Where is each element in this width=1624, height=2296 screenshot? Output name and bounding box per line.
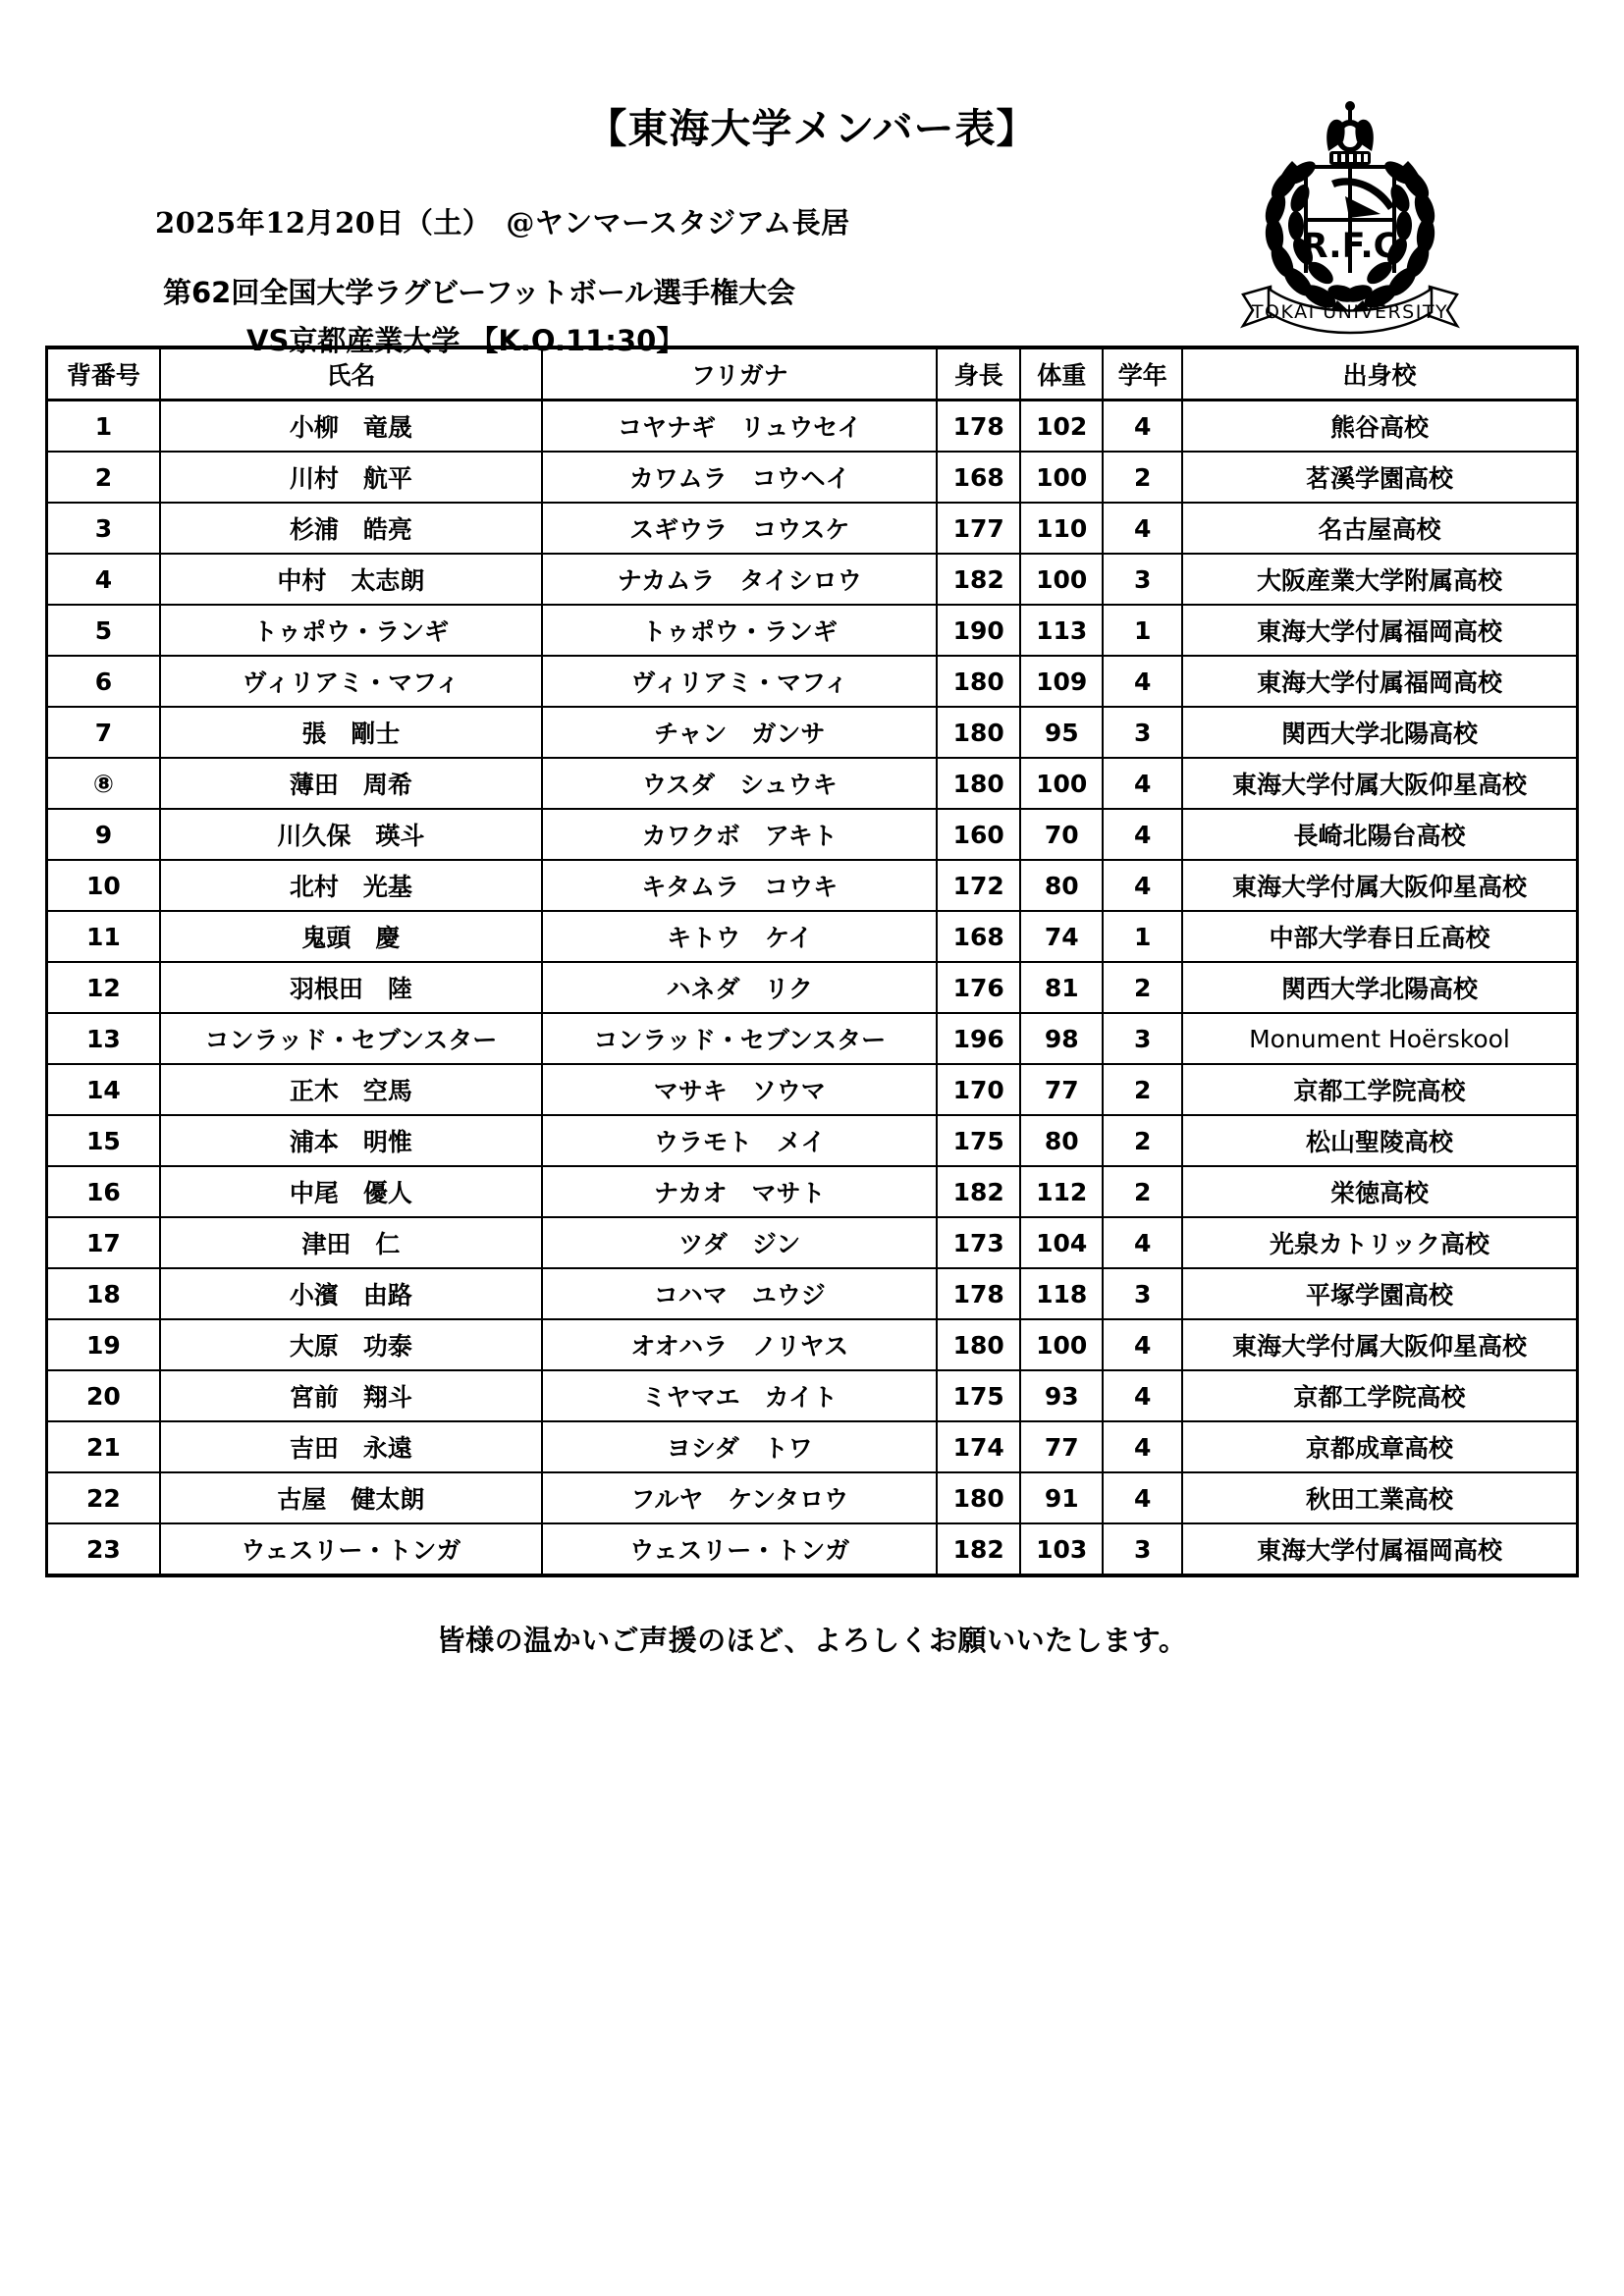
cell-school: Monument Hoërskool <box>1182 1013 1578 1064</box>
tokai-rfc-emblem <box>1227 90 1473 336</box>
cell-jersey-number: 20 <box>47 1370 160 1421</box>
cell-player-name: 北村 光基 <box>160 860 542 911</box>
table-row <box>47 1217 1578 1268</box>
cell-height: 170 <box>937 1064 1020 1115</box>
cell-player-name: 中尾 優人 <box>160 1166 542 1217</box>
cell-height: 180 <box>937 1472 1020 1523</box>
cell-player-kana: キトウ ケイ <box>542 911 937 962</box>
cell-height: 182 <box>937 554 1020 605</box>
cell-player-kana: フルヤ ケンタロウ <box>542 1472 937 1523</box>
cell-jersey-number: 12 <box>47 962 160 1013</box>
cell-player-name: トゥポウ・ランギ <box>160 605 542 656</box>
cell-player-name: 大原 功泰 <box>160 1319 542 1370</box>
cell-school: 東海大学付属大阪仰星高校 <box>1182 860 1578 911</box>
cell-jersey-number: 22 <box>47 1472 160 1523</box>
cell-weight: 98 <box>1020 1013 1104 1064</box>
cell-weight: 113 <box>1020 605 1104 656</box>
cell-school: 関西大学北陽高校 <box>1182 962 1578 1013</box>
cell-jersey-number: 1 <box>47 400 160 453</box>
cell-year: 4 <box>1103 758 1181 809</box>
cell-weight: 100 <box>1020 554 1104 605</box>
cell-weight: 100 <box>1020 1319 1104 1370</box>
cell-jersey-number: 2 <box>47 452 160 503</box>
cell-player-name: 川久保 瑛斗 <box>160 809 542 860</box>
cell-player-name: 宮前 翔斗 <box>160 1370 542 1421</box>
cell-height: 175 <box>937 1115 1020 1166</box>
cell-player-kana: ヨシダ トワ <box>542 1421 937 1472</box>
cell-player-kana: コハマ ユウジ <box>542 1268 937 1319</box>
cell-height: 168 <box>937 911 1020 962</box>
cell-jersey-number: ⑧ <box>47 758 160 809</box>
cell-weight: 74 <box>1020 911 1104 962</box>
cell-weight: 95 <box>1020 707 1104 758</box>
cell-year: 4 <box>1103 1370 1181 1421</box>
cell-school: 関西大学北陽高校 <box>1182 707 1578 758</box>
cell-height: 172 <box>937 860 1020 911</box>
cell-player-name: 川村 航平 <box>160 452 542 503</box>
cell-jersey-number: 7 <box>47 707 160 758</box>
cell-height: 176 <box>937 962 1020 1013</box>
cell-school: 名古屋高校 <box>1182 503 1578 554</box>
cell-school: 東海大学付属福岡高校 <box>1182 605 1578 656</box>
cell-school: 秋田工業高校 <box>1182 1472 1578 1523</box>
roster-table <box>45 346 1579 1577</box>
cell-year: 4 <box>1103 1319 1181 1370</box>
cell-school: 平塚学園高校 <box>1182 1268 1578 1319</box>
cell-height: 175 <box>937 1370 1020 1421</box>
cell-player-name: コンラッド・セブンスター <box>160 1013 542 1064</box>
cell-jersey-number: 16 <box>47 1166 160 1217</box>
table-row <box>47 860 1578 911</box>
cell-weight: 77 <box>1020 1064 1104 1115</box>
supporters-message: 皆様の温かいご声援のほど、よろしくお願いいたします。 <box>436 1624 1188 1657</box>
cell-jersey-number: 11 <box>47 911 160 962</box>
cell-jersey-number: 10 <box>47 860 160 911</box>
cell-player-kana: ウェスリー・トンガ <box>542 1523 937 1575</box>
table-row <box>47 962 1578 1013</box>
table-row <box>47 605 1578 656</box>
cell-player-kana: ツダ ジン <box>542 1217 937 1268</box>
emblem-banner-text: TOKAI UNIVERSITY <box>1251 301 1449 323</box>
table-row <box>47 554 1578 605</box>
column-header-name: 氏名 <box>160 347 542 400</box>
cell-weight: 70 <box>1020 809 1104 860</box>
cell-player-name: 杉浦 皓亮 <box>160 503 542 554</box>
table-row <box>47 1268 1578 1319</box>
cell-player-kana: カワクボ アキト <box>542 809 937 860</box>
table-row <box>47 400 1578 453</box>
cell-player-name: 小濱 由路 <box>160 1268 542 1319</box>
cell-school: 東海大学付属福岡高校 <box>1182 1523 1578 1575</box>
cell-player-name: 古屋 健太朗 <box>160 1472 542 1523</box>
table-row <box>47 1166 1578 1217</box>
cell-weight: 102 <box>1020 400 1104 453</box>
table-row <box>47 1421 1578 1472</box>
emblem-shield-text: R.F.C <box>1301 227 1399 266</box>
table-row <box>47 911 1578 962</box>
cell-player-kana: マサキ ソウマ <box>542 1064 937 1115</box>
column-header-kana: フリガナ <box>542 347 937 400</box>
table-row <box>47 1013 1578 1064</box>
cell-player-name: ヴィリアミ・マフィ <box>160 656 542 707</box>
cell-year: 4 <box>1103 860 1181 911</box>
cell-height: 180 <box>937 1319 1020 1370</box>
cell-year: 4 <box>1103 809 1181 860</box>
cell-player-kana: スギウラ コウスケ <box>542 503 937 554</box>
cell-jersey-number: 4 <box>47 554 160 605</box>
table-row <box>47 1370 1578 1421</box>
cell-jersey-number: 17 <box>47 1217 160 1268</box>
cell-height: 168 <box>937 452 1020 503</box>
column-header-school: 出身校 <box>1182 347 1578 400</box>
cell-player-kana: ハネダ リク <box>542 962 937 1013</box>
cell-weight: 100 <box>1020 452 1104 503</box>
cell-jersey-number: 3 <box>47 503 160 554</box>
cell-jersey-number: 14 <box>47 1064 160 1115</box>
cell-year: 1 <box>1103 911 1181 962</box>
cell-school: 栄徳高校 <box>1182 1166 1578 1217</box>
cell-player-name: 鬼頭 慶 <box>160 911 542 962</box>
matchup-kickoff: VS京都産業大学 【K.O.11:30】 <box>246 324 685 357</box>
cell-player-name: 正木 空馬 <box>160 1064 542 1115</box>
cell-player-kana: キタムラ コウキ <box>542 860 937 911</box>
cell-weight: 110 <box>1020 503 1104 554</box>
cell-player-name: ウェスリー・トンガ <box>160 1523 542 1575</box>
cell-year: 2 <box>1103 962 1181 1013</box>
cell-year: 4 <box>1103 1421 1181 1472</box>
cell-jersey-number: 19 <box>47 1319 160 1370</box>
cell-school: 光泉カトリック高校 <box>1182 1217 1578 1268</box>
table-row <box>47 1064 1578 1115</box>
cell-jersey-number: 23 <box>47 1523 160 1575</box>
cell-player-kana: ウスダ シュウキ <box>542 758 937 809</box>
cell-player-kana: ナカムラ タイシロウ <box>542 554 937 605</box>
cell-player-kana: コンラッド・セブンスター <box>542 1013 937 1064</box>
table-row <box>47 1115 1578 1166</box>
cell-year: 3 <box>1103 1268 1181 1319</box>
cell-jersey-number: 13 <box>47 1013 160 1064</box>
cell-weight: 112 <box>1020 1166 1104 1217</box>
cell-year: 2 <box>1103 452 1181 503</box>
document-header <box>45 0 1579 357</box>
cell-player-name: 浦本 明惟 <box>160 1115 542 1166</box>
cell-height: 178 <box>937 400 1020 453</box>
cell-jersey-number: 15 <box>47 1115 160 1166</box>
cell-player-kana: カワムラ コウヘイ <box>542 452 937 503</box>
cell-year: 4 <box>1103 503 1181 554</box>
cell-height: 190 <box>937 605 1020 656</box>
cell-school: 東海大学付属大阪仰星高校 <box>1182 758 1578 809</box>
cell-weight: 104 <box>1020 1217 1104 1268</box>
cell-school: 茗溪学園高校 <box>1182 452 1578 503</box>
cell-player-name: 小柳 竜晟 <box>160 400 542 453</box>
tournament-name: 第62回全国大学ラグビーフットボール選手権大会 <box>163 276 796 309</box>
cell-player-name: 吉田 永遠 <box>160 1421 542 1472</box>
cell-year: 3 <box>1103 1523 1181 1575</box>
cell-year: 3 <box>1103 707 1181 758</box>
cell-school: 京都成章高校 <box>1182 1421 1578 1472</box>
cell-height: 177 <box>937 503 1020 554</box>
roster-table-body <box>47 400 1578 1576</box>
cell-height: 178 <box>937 1268 1020 1319</box>
table-row <box>47 1319 1578 1370</box>
cell-weight: 77 <box>1020 1421 1104 1472</box>
cell-player-kana: ナカオ マサト <box>542 1166 937 1217</box>
cell-height: 180 <box>937 656 1020 707</box>
cell-year: 2 <box>1103 1064 1181 1115</box>
cell-player-kana: コヤナギ リュウセイ <box>542 400 937 453</box>
cell-jersey-number: 18 <box>47 1268 160 1319</box>
cell-school: 東海大学付属福岡高校 <box>1182 656 1578 707</box>
cell-jersey-number: 21 <box>47 1421 160 1472</box>
cell-height: 174 <box>937 1421 1020 1472</box>
cell-height: 160 <box>937 809 1020 860</box>
date-venue-line: 2025年12月20日（土） @ヤンマースタジアム長居 <box>155 206 850 240</box>
cell-player-kana: ヴィリアミ・マフィ <box>542 656 937 707</box>
cell-year: 2 <box>1103 1115 1181 1166</box>
cell-weight: 103 <box>1020 1523 1104 1575</box>
cell-player-name: 薄田 周希 <box>160 758 542 809</box>
cell-weight: 80 <box>1020 860 1104 911</box>
table-row <box>47 503 1578 554</box>
cell-school: 東海大学付属大阪仰星高校 <box>1182 1319 1578 1370</box>
cell-weight: 91 <box>1020 1472 1104 1523</box>
table-row <box>47 809 1578 860</box>
cell-school: 中部大学春日丘高校 <box>1182 911 1578 962</box>
cell-school: 大阪産業大学附属高校 <box>1182 554 1578 605</box>
cell-weight: 109 <box>1020 656 1104 707</box>
cell-weight: 93 <box>1020 1370 1104 1421</box>
cell-height: 180 <box>937 758 1020 809</box>
cell-height: 173 <box>937 1217 1020 1268</box>
table-row <box>47 758 1578 809</box>
cell-player-kana: トゥポウ・ランギ <box>542 605 937 656</box>
cell-year: 3 <box>1103 554 1181 605</box>
cell-weight: 81 <box>1020 962 1104 1013</box>
cell-jersey-number: 9 <box>47 809 160 860</box>
cell-player-kana: オオハラ ノリヤス <box>542 1319 937 1370</box>
cell-height: 180 <box>937 707 1020 758</box>
cell-year: 4 <box>1103 1472 1181 1523</box>
cell-height: 196 <box>937 1013 1020 1064</box>
table-row <box>47 707 1578 758</box>
cell-year: 2 <box>1103 1166 1181 1217</box>
cell-year: 3 <box>1103 1013 1181 1064</box>
cell-weight: 100 <box>1020 758 1104 809</box>
cell-height: 182 <box>937 1523 1020 1575</box>
column-header-weight: 体重 <box>1020 347 1104 400</box>
cell-player-name: 張 剛士 <box>160 707 542 758</box>
cell-player-kana: チャン ガンサ <box>542 707 937 758</box>
cell-year: 4 <box>1103 656 1181 707</box>
cell-school: 長崎北陽台高校 <box>1182 809 1578 860</box>
column-header-height: 身長 <box>937 347 1020 400</box>
table-row <box>47 1472 1578 1523</box>
cell-year: 4 <box>1103 400 1181 453</box>
cell-player-kana: ウラモト メイ <box>542 1115 937 1166</box>
cell-school: 京都工学院高校 <box>1182 1370 1578 1421</box>
cell-school: 京都工学院高校 <box>1182 1064 1578 1115</box>
cell-weight: 80 <box>1020 1115 1104 1166</box>
table-row <box>47 452 1578 503</box>
cell-year: 1 <box>1103 605 1181 656</box>
table-row <box>47 1523 1578 1575</box>
cell-player-name: 羽根田 陸 <box>160 962 542 1013</box>
cell-year: 4 <box>1103 1217 1181 1268</box>
column-header-year: 学年 <box>1103 347 1181 400</box>
cell-height: 182 <box>937 1166 1020 1217</box>
cell-school: 松山聖陵高校 <box>1182 1115 1578 1166</box>
cell-player-name: 津田 仁 <box>160 1217 542 1268</box>
cell-school: 熊谷高校 <box>1182 400 1578 453</box>
cell-jersey-number: 6 <box>47 656 160 707</box>
cell-player-name: 中村 太志朗 <box>160 554 542 605</box>
column-header-number: 背番号 <box>47 347 160 400</box>
cell-player-kana: ミヤマエ カイト <box>542 1370 937 1421</box>
cell-jersey-number: 5 <box>47 605 160 656</box>
page-title: 【東海大学メンバー表】 <box>586 105 1038 152</box>
cell-weight: 118 <box>1020 1268 1104 1319</box>
table-row <box>47 656 1578 707</box>
